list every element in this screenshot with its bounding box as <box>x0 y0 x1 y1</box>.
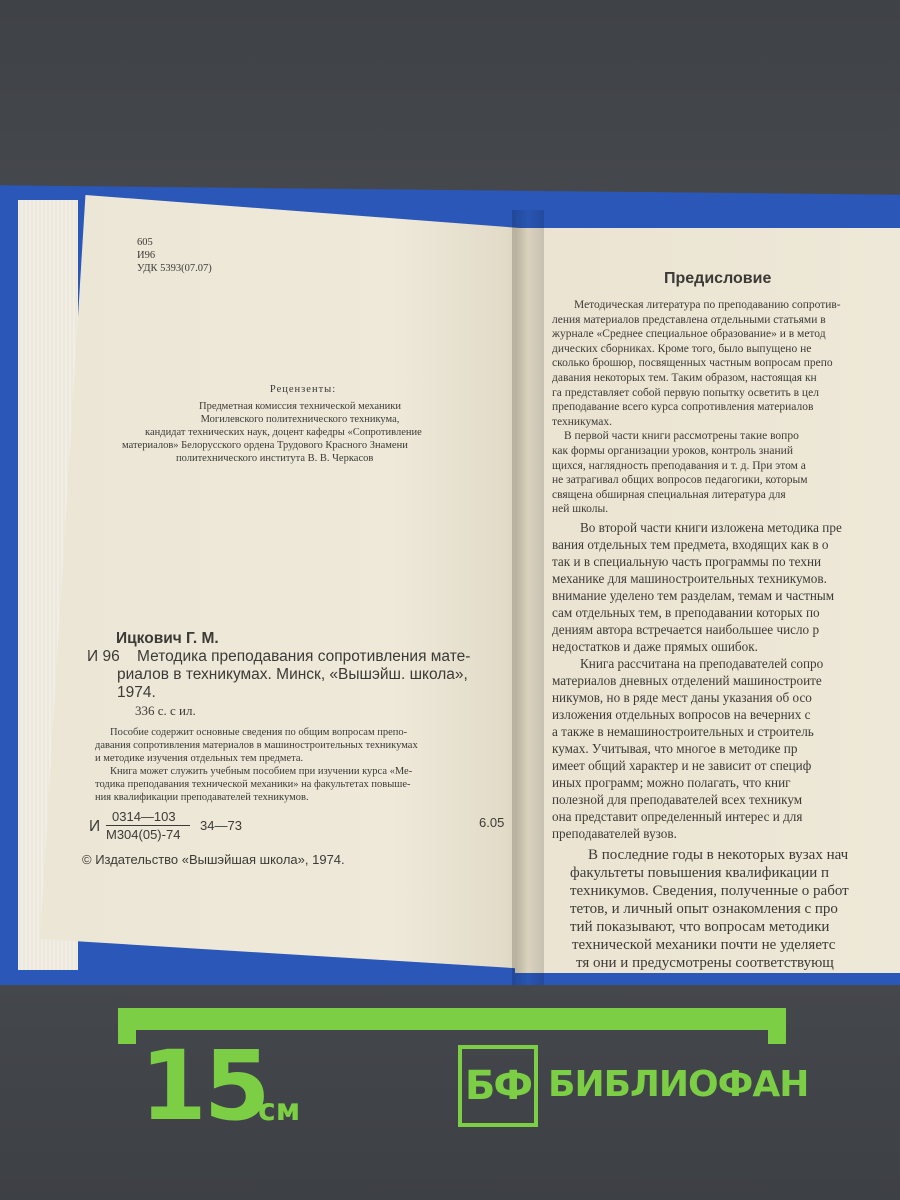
preface-line: В первой части книги рассмотрены такие вопро <box>564 430 799 443</box>
logo-text: БФ <box>464 1063 532 1109</box>
preface-line: давания некоторых тем. Таким образом, настоящая кн <box>552 371 817 384</box>
book-title-line-2: риалов в техникумах. Минск, «Вышэйш. школа», <box>117 666 468 683</box>
preface-line: преподавателей вузов. <box>552 825 677 841</box>
preface-line: так и в специальную часть программы по техни <box>552 553 822 569</box>
class-code-1: 605 <box>137 237 153 248</box>
preface-line: дениям автора встречается наибольшее число р <box>552 621 820 637</box>
page-count: 336 с. с ил. <box>135 703 196 718</box>
book-author: Ицкович Г. М. <box>116 630 219 647</box>
brand-logo-icon <box>458 1045 538 1127</box>
reviewers-line-3: кандидат технических наук, доцент кафедры «Сопротивление <box>145 427 422 438</box>
preface-line: никумов, но в ряде мест даны указания об осо <box>552 689 812 705</box>
preface-line: Во второй части книги изложена методика пре <box>580 519 842 535</box>
preface-line: преподавание всего курса сопротивления материалов <box>552 401 814 414</box>
preface-line: материалов дневных отделений машиностроите <box>552 672 822 688</box>
preface-line: Книга рассчитана на преподавателей сопро <box>580 655 824 671</box>
preface-line: ления материалов представлена отдельными статьями в <box>552 313 826 326</box>
preface-line: иных программ; можно полагать, что книг <box>552 774 791 790</box>
book-spine <box>512 210 544 985</box>
preface-line: тий показывают, что вопросам методики <box>570 918 830 935</box>
preface-line: изложения отдельных вопросов на вечерних с <box>552 706 811 722</box>
preface-line: дических сборниках. Кроме того, было выпущено не <box>552 342 812 355</box>
annotation-line-1: Пособие содержит основные сведения по общим вопросам препо- <box>110 727 408 738</box>
preface-line: сам отдельных тем, в преподавании которых по <box>552 604 820 620</box>
preface-line: В последние годы в некоторых вузах нач <box>588 846 849 863</box>
class-code-2: И96 <box>137 250 156 261</box>
reviewers-line-4: материалов» Белорусского ордена Трудового Красного Знамени <box>122 440 408 451</box>
reviewers-line-2: Могилевского политехнического техникума, <box>200 414 400 425</box>
udc-code: УДК 5393(07.07) <box>137 263 212 274</box>
ruler-tick-right <box>768 1008 786 1044</box>
preface-line: священа обширная специальная литература для <box>552 488 786 501</box>
preface-line: кумах. Учитывая, что многое в методике пр <box>552 740 798 756</box>
annotation-line-5: тодика преподавания технической механики» на факультетах повыше- <box>95 779 411 790</box>
preface-line: как формы организации уроков, контроль знаний <box>552 444 793 457</box>
reviewers-line-5: политехнического института В. В. Черкасов <box>176 453 374 464</box>
ruler-bar <box>118 1008 786 1030</box>
preface-line: механике для машиностроительных техникумов. <box>552 570 827 586</box>
annotation-line-3: и методике изучения отдельных тем предмета. <box>95 753 304 764</box>
preface-block <box>552 270 900 972</box>
index-letter: И <box>89 818 101 835</box>
preface-line: ней школы. <box>552 503 609 516</box>
preface-line: га представляет собой первую попытку осветить в цел <box>552 386 819 399</box>
preface-line: сколько брошюр, посвященных частным вопросам препо <box>552 357 833 370</box>
preface-line: щихся, наглядность преподавания и т. д. При этом а <box>552 459 806 472</box>
index-denominator: М304(05)-74 <box>106 827 181 842</box>
book-title-line-3: 1974. <box>117 684 156 701</box>
fraction-line <box>106 825 190 826</box>
preface-line: внимание уделено тем разделам, темам и частным <box>552 587 835 603</box>
preface-line: полезной для преподавателей всех техникум <box>552 791 803 807</box>
index-numerator: 0314—103 <box>112 809 176 824</box>
preface-line: имеет общий характер и не зависит от специф <box>552 757 812 773</box>
preface-title: Предисловие <box>664 270 772 287</box>
size-unit: см <box>258 1093 301 1128</box>
preface-line: Методическая литература по преподаванию сопротив- <box>574 299 841 311</box>
preface-line: она представит определенный интерес и для <box>552 808 803 824</box>
preface-line: вания отдельных тем предмета, входящих как в о <box>552 536 829 552</box>
brand-name: БИБЛИОФАН <box>548 1064 809 1105</box>
preface-line: журнале «Среднее специальное образование» и в метод <box>552 328 826 341</box>
annotation-line-2: давания сопротивления материалов в машиностроительных техникумах <box>95 740 418 751</box>
preface-line: техникумах. <box>552 415 612 428</box>
preface-line: недостатков и даже прямых ошибок. <box>552 638 758 654</box>
book-title-line-1: Методика преподавания сопротивления мате- <box>137 648 471 665</box>
ruler-tick-left <box>118 1008 136 1044</box>
preface-line: тетов, и личный опыт ознакомления с про <box>570 900 838 917</box>
size-number: 15 <box>140 1030 268 1142</box>
reviewers-heading: Рецензенты: <box>269 384 337 395</box>
annotation-line-6: ния квалификации преподавателей техникумов. <box>95 792 309 803</box>
preface-line: технической механики почти не уделяетс <box>572 936 836 953</box>
index-suffix: 34—73 <box>200 818 242 833</box>
book-price: 6.05 <box>479 815 505 830</box>
preface-line: а также в немашиностроительных и строитель <box>552 723 814 739</box>
annotation-line-4: Книга может служить учебным пособием при изучении курса «Ме- <box>110 766 413 777</box>
preface-line: факультеты повышения квалификации п <box>570 864 830 881</box>
preface-line: тя они и предусмотрены соответствующ <box>576 954 834 971</box>
preface-line: техникумов. Сведения, полученные о работ <box>570 882 849 899</box>
catalog-code: И 96 <box>87 648 120 665</box>
reviewers-line-1: Предметная комиссия технической механики <box>198 401 402 412</box>
copyright-notice: © Издательство «Вышэйшая школа», 1974. <box>82 852 345 867</box>
preface-line: не затрагивал общих вопросов педагогики, которым <box>552 474 808 487</box>
